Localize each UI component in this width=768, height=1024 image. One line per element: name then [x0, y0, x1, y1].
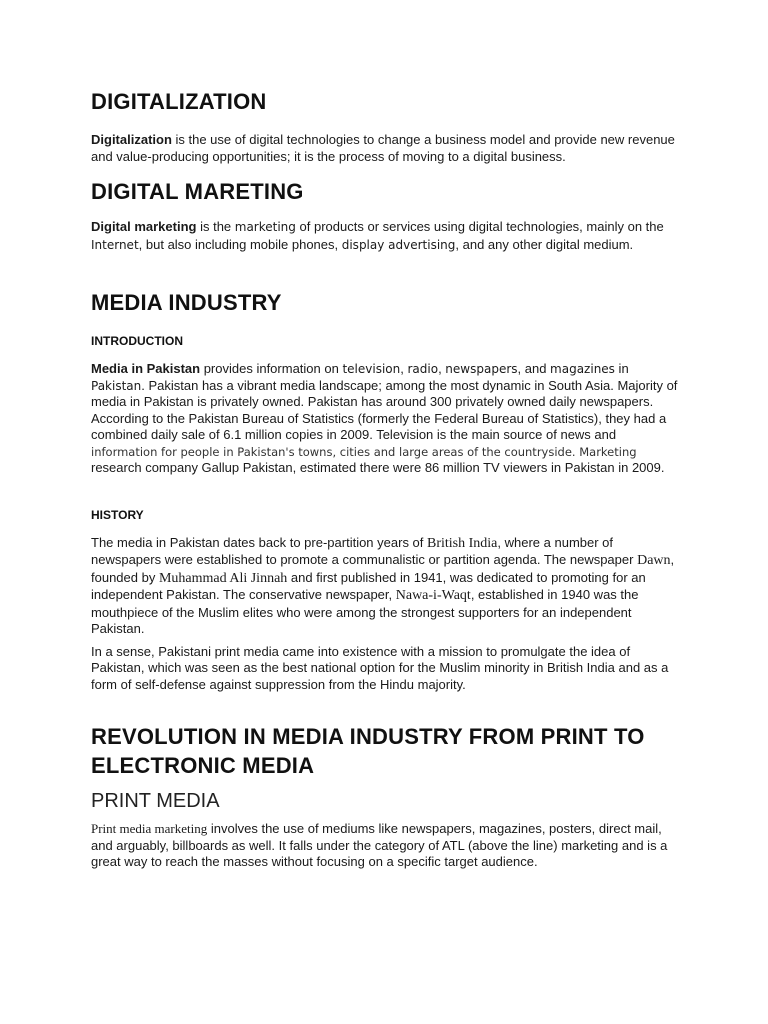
text-span: , where a number of newspapers were established to promote a communalistic or partition agenda. The newspaper — [91, 534, 638, 567]
link-pakistan[interactable]: Pakistan — [91, 378, 142, 393]
text-span: and first published in 1941, was dedicated to promoting for an independent Pakistan. The conservative newspaper, — [91, 569, 646, 602]
document-page — [91, 88, 681, 871]
heading-digitalization: DIGITALIZATION — [91, 89, 267, 114]
link-british-india[interactable]: British India — [427, 535, 498, 551]
text-span: in — [614, 361, 629, 376]
link-internet[interactable]: Internet — [91, 238, 139, 252]
text-span-styled: information for people in Pakistan's towns, cities and large areas of the countryside. Marketing — [91, 444, 637, 459]
term-digitalization: Digitalization — [91, 132, 172, 147]
paragraph-print-media — [91, 821, 681, 871]
link-display-advertising[interactable]: display advertising — [341, 238, 456, 252]
paragraph-digital-marketing — [91, 218, 681, 254]
text-span: is the — [196, 219, 235, 234]
link-television[interactable]: television — [342, 362, 401, 376]
paragraph-history-1 — [91, 535, 681, 638]
heading-history: HISTORY — [91, 507, 144, 522]
text-span: , — [438, 361, 446, 376]
text-span: of products or services using digital technologies, mainly on the — [295, 219, 664, 234]
term-media-in-pakistan: Media in Pakistan — [91, 361, 201, 376]
text-span: . Pakistan has a vibrant media landscape; among the most dynamic in South Asia. Majority of media in Pakistan is privately owned. Pakistan has around 300 privately owned daily newspapers. According to the Pakistan Bureau of Statistics (formerly the Federal Bureau of Statistics), they had a combined daily sale of 6.1 million copies in 2009. Television is the main source of news and — [91, 377, 678, 442]
paragraph-history-2: In a sense, Pakistani print media came into existence with a mission to promulgate the idea of Pakistan, which was seen as the best national option for the Muslim minority in British India and as a form of self-defense against suppression from the Hindu majority. — [91, 643, 669, 692]
link-radio[interactable]: radio — [407, 362, 439, 376]
text-span: , but also including mobile phones, — [138, 237, 342, 252]
text-span: , — [400, 361, 408, 376]
text-digitalization: is the use of digital technologies to change a business model and provide new revenue and value-producing opportunities; it is the process of moving to a digital business. — [91, 132, 675, 164]
heading-digital-marketing: DIGITAL MARETING — [91, 179, 304, 204]
heading-media-industry: MEDIA INDUSTRY — [91, 290, 282, 315]
paragraph-introduction — [91, 361, 681, 477]
term-digital-marketing: Digital marketing — [91, 219, 197, 234]
link-dawn[interactable]: Dawn — [637, 553, 671, 568]
link-muhammad-ali-jinnah[interactable]: Muhammad Ali Jinnah — [158, 570, 288, 586]
text-span: , and — [517, 361, 551, 376]
heading-revolution: REVOLUTION IN MEDIA INDUSTRY FROM PRINT TO ELECTRONIC MEDIA — [91, 724, 645, 778]
paragraph-digitalization — [91, 132, 681, 165]
text-span: provides information on — [200, 361, 343, 376]
link-magazines[interactable]: magazines — [550, 362, 615, 376]
text-span: , founded by — [91, 552, 675, 585]
link-nawa-i-waqt[interactable]: Nawa-i-Waqt — [395, 588, 471, 603]
link-marketing[interactable]: marketing — [234, 220, 296, 234]
text-span: , established in 1940 was the mouthpiece of the Muslim elites who were among the strongest supporters for an independent Pakistan. — [91, 587, 639, 636]
heading-print-media: PRINT MEDIA — [91, 790, 220, 812]
text-span: The media in Pakistan dates back to pre-partition years of — [91, 534, 428, 550]
link-print-media-marketing[interactable]: Print media marketing — [91, 821, 208, 836]
text-span: , and any other digital medium. — [455, 237, 634, 252]
text-span: research company Gallup Pakistan, estimated there were 86 million TV viewers in Pakistan in 2009. — [91, 460, 665, 475]
text-span: involves the use of mediums like newspapers, magazines, posters, direct mail, and arguably, billboards as well. It falls under the category of ATL (above the line) marketing and is a great way to reach the masses without focusing on a specific target audience. — [91, 821, 668, 869]
link-newspapers[interactable]: newspapers — [445, 362, 518, 376]
heading-introduction: INTRODUCTION — [91, 334, 183, 348]
